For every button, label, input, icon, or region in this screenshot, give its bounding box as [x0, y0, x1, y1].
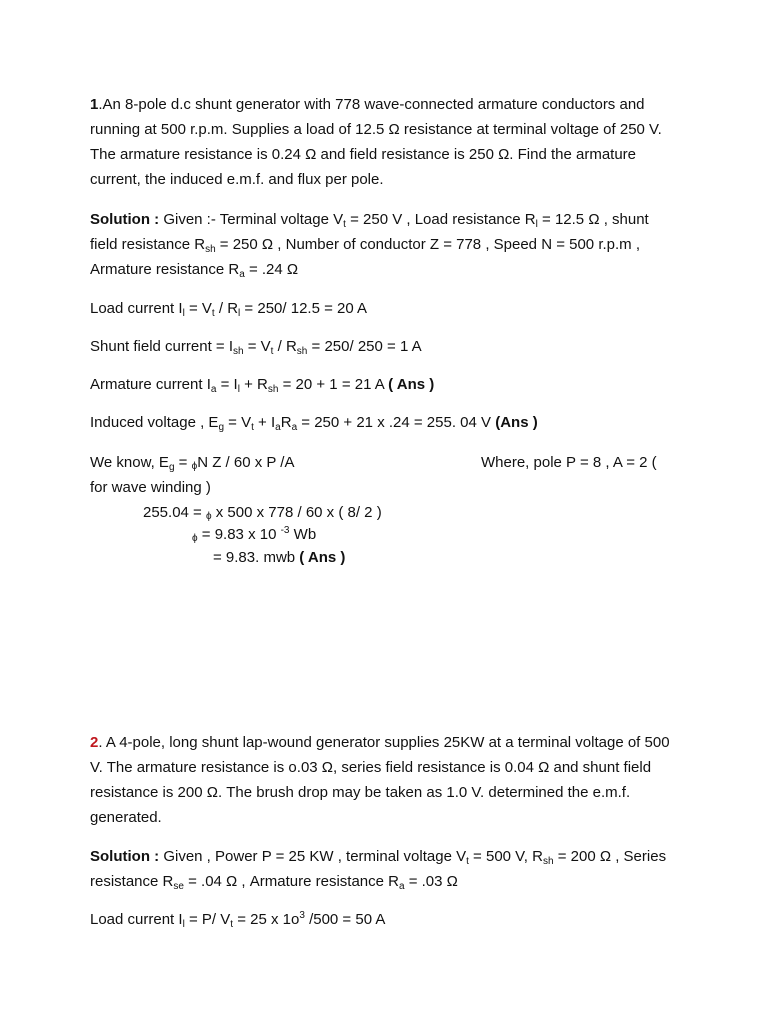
eq-text: =	[174, 454, 192, 471]
eq-text: + R	[239, 376, 268, 393]
eq-text: x 500 x 778 / 60 x ( 8/ 2 )	[211, 504, 382, 521]
eq-text: 255.04 =	[143, 504, 206, 521]
eq-text: Induced voltage , E	[90, 414, 219, 431]
eq-text: R	[280, 414, 292, 431]
eq-text: = 25 x 1o	[233, 911, 300, 928]
subscript: a	[210, 384, 217, 395]
given-text: = 250 V , Load resistance R	[345, 211, 536, 228]
subscript: g	[168, 462, 175, 473]
subscript: sh	[296, 346, 308, 357]
subscript: t	[343, 219, 346, 230]
subscript: l	[535, 219, 538, 230]
subscript: t	[466, 856, 469, 867]
given-text: Given :- Terminal voltage V	[159, 211, 344, 228]
wave-winding-text: for wave winding )	[90, 479, 211, 496]
problem-1-solution-given	[90, 207, 680, 282]
subscript: sh	[267, 384, 279, 395]
solution-label: Solution :	[90, 211, 160, 228]
phi-symbol: ϕ	[192, 533, 198, 544]
eq-text: Shunt field current = I	[90, 338, 233, 355]
subscript: l	[182, 308, 185, 319]
eq-text: = 250/ 12.5 = 20 A	[240, 300, 368, 317]
calc-line-3	[213, 545, 345, 570]
answer-label: (Ans )	[495, 414, 538, 431]
shunt-current-line	[90, 334, 422, 359]
eq-text: = 9.83 x 10	[197, 526, 281, 543]
eq-text: We know, E	[90, 454, 169, 471]
induced-voltage-line	[90, 410, 538, 435]
eq-text: = V	[243, 338, 271, 355]
given-text: = .24 Ω	[244, 261, 299, 278]
eq-text: Load current I	[90, 911, 183, 928]
eq-text: = 20 + 1 = 21 A	[278, 376, 389, 393]
subscript: l	[238, 308, 241, 319]
subscript: t	[251, 422, 254, 433]
phi-symbol: ϕ	[191, 461, 198, 472]
eq-text: = P/ V	[184, 911, 231, 928]
subscript: l	[182, 919, 185, 930]
subscript: t	[230, 919, 234, 930]
eq-text: Armature current I	[90, 376, 211, 393]
eq-text: /500 = 50 A	[304, 911, 386, 928]
subscript: t	[270, 346, 274, 357]
eq-text: = V	[224, 414, 252, 431]
eq-text: = 250 + 21 x .24 = 255. 04 V	[297, 414, 496, 431]
given-text: Given , Power P = 25 KW , terminal voltage V	[159, 848, 467, 865]
problem-2-text: . A 4-pole, long shunt lap-wound generator supplies 25KW at a terminal voltage of 500 V. The armature resistance is o.03 Ω, series field resistance is 0.04 Ω and shunt field resistance is 200 Ω. The brush drop may be taken as 1.0 V. determined the e.m.f. generated.	[90, 734, 670, 826]
where-text: Where, pole P = 8 , A = 2 (	[481, 454, 657, 471]
answer-label: ( Ans )	[299, 549, 346, 566]
given-text: = 12.5 Ω , shunt field resistance R	[90, 211, 649, 253]
subscript: l	[237, 384, 240, 395]
subscript: sh	[542, 856, 554, 867]
problem-2-number: 2	[90, 734, 99, 751]
problem-2-solution-given	[90, 844, 680, 894]
eq-text: / R	[214, 300, 239, 317]
subscript: a	[239, 269, 245, 280]
eq-text: + I	[253, 414, 276, 431]
superscript: 3	[299, 910, 305, 921]
given-text: = .04 Ω , Armature resistance R	[183, 873, 399, 890]
eq-text: = I	[216, 376, 238, 393]
armature-current-line	[90, 372, 434, 397]
answer-label: ( Ans )	[388, 376, 435, 393]
problem-1-text: .An 8-pole d.c shunt generator with 778 wave-connected armature conductors and running at 500 r.p.m. Supplies a load of 12.5 Ω resistance at terminal voltage of 250 V. The armature resistance is 0.24 Ω and field resistance is 250 Ω. Find the armature current, the induced e.m.f. and flux per pole.	[90, 96, 662, 188]
subscript: a	[291, 422, 298, 433]
superscript: -3	[280, 525, 290, 536]
eq-text: Load current I	[90, 300, 183, 317]
phi-symbol: ϕ	[205, 511, 212, 522]
subscript: a	[398, 881, 405, 892]
solution-label: Solution :	[90, 848, 160, 865]
eq-text: / R	[273, 338, 297, 355]
eq-text: = 250/ 250 = 1 A	[307, 338, 422, 355]
subscript: sh	[233, 346, 244, 357]
p2-load-current-line	[90, 907, 385, 932]
load-current-line	[90, 296, 367, 321]
eq-text: N Z / 60 x P /A	[197, 454, 295, 471]
subscript: a	[275, 422, 281, 433]
problem-1-statement	[90, 92, 680, 192]
given-text: = 200 Ω , Series resistance R	[90, 848, 667, 890]
problem-2-statement	[90, 730, 680, 830]
given-text: = 250 Ω , Number of conductor Z = 778 , Speed N = 500 r.p.m , Armature resistance R	[90, 236, 640, 278]
subscript: sh	[205, 244, 216, 255]
given-text: = .03 Ω	[404, 873, 458, 890]
problem-1-number: 1	[90, 96, 99, 113]
eq-text: = V	[184, 300, 212, 317]
subscript: g	[218, 422, 224, 433]
eq-text: = 9.83. mwb	[213, 549, 300, 566]
subscript: t	[211, 308, 215, 319]
given-text: = 500 V, R	[468, 848, 543, 865]
subscript: se	[173, 881, 184, 892]
eq-text: Wb	[289, 526, 317, 543]
